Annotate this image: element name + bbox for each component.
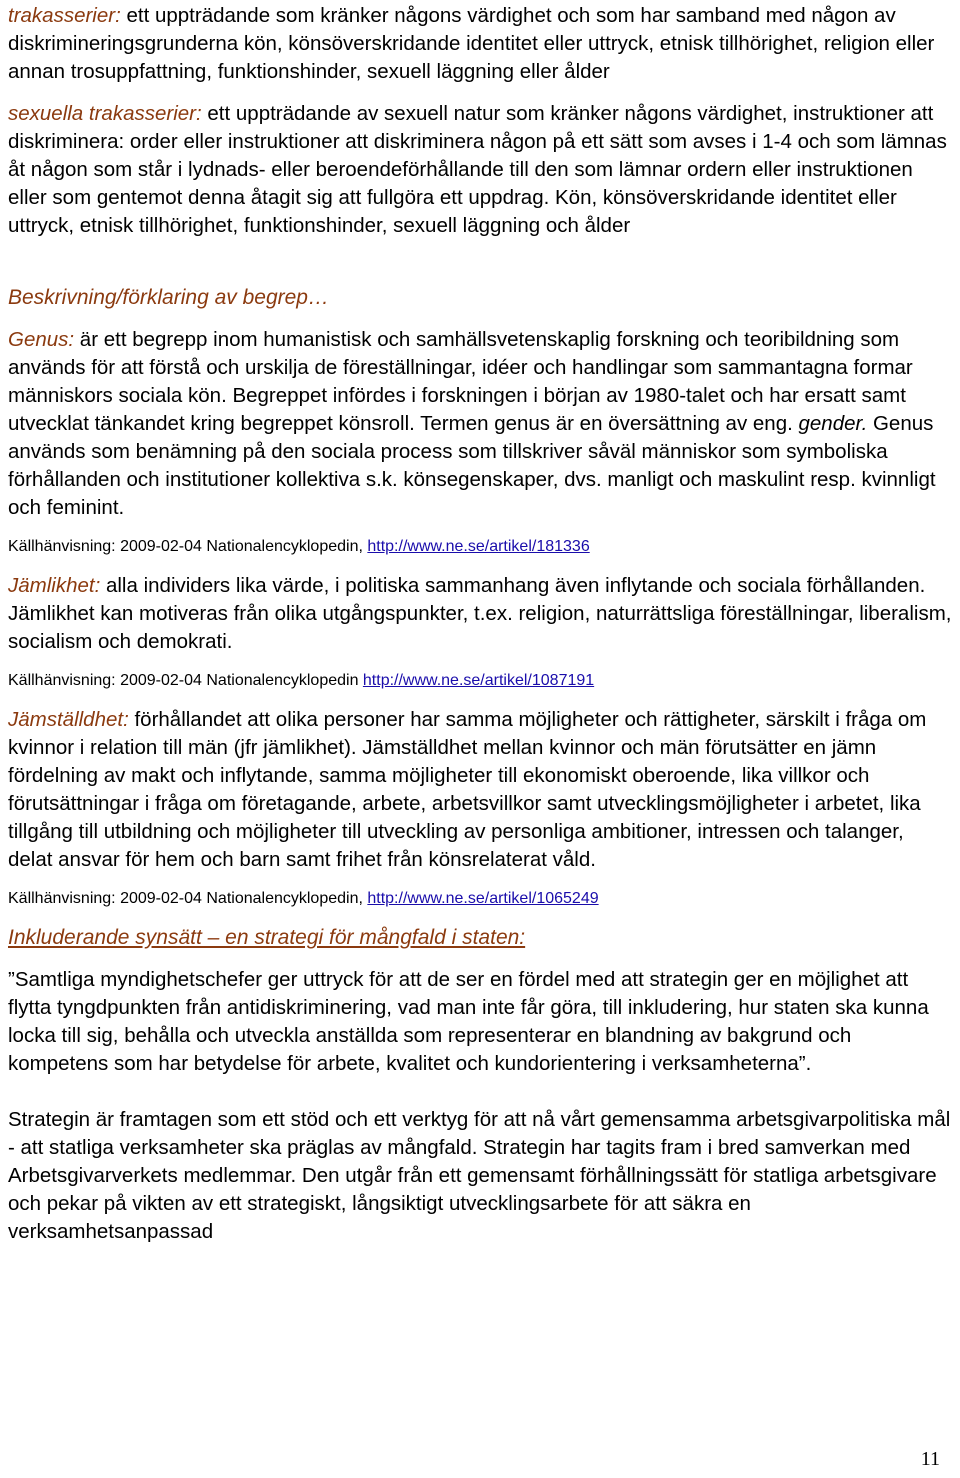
definition-text: förhållandet att olika personer har samma möjligheter och rättigheter, särskilt i fråga om kvinnor i relation till män (jfr jämlikhet). Jämställdhet mellan kvinnor och män förutsätter en jämn fördelning av makt och inflytande, samma möjligheter till ekonomiskt oberoende, lika villkor och förutsättningar i fråga om företagande, arbete, arbetsvillkor samt utvecklingsmöjligheter i arbetet, lika tillgång till utbildning och möjligheter till utveckling av personliga ambitioner, intressen och talanger, delat ansvar för hem och barn samt frihet från könsrelaterat våld. [8,708,927,871]
jamlikhet-paragraph [8,572,953,656]
source-reference [8,888,953,910]
sexuella-trakasserier-paragraph [8,100,953,240]
definition-text: är ett begrepp inom humanistisk och samhällsvetenskaplig forskning och teoribildning som används för att förstå och urskilja de föreställningar, idéer och handlingar som sammantagna formar människors sociala kön. Begreppet infördes i forskningen i början av 1980-talet och har ersatt samt utvecklat tänkandet kring begreppet könsroll. Termen genus är en översättning av eng. [8,328,913,435]
definition-text: alla individers lika värde, i politiska sammanhang även inflytande och sociala förhållanden. Jämlikhet kan motiveras från olika utgångspunkter, t.ex. religion, naturrättsliga föreställningar, liberalism, socialism och demokrati. [8,574,952,653]
strategy-paragraph: Strategin är framtagen som ett stöd och ett verktyg för att nå vårt gemensamma arbetsgivarpolitiska mål - att statliga verksamheter ska präglas av mångfald. Strategin har tagits fram i bred samverkan med Arbetsgivarverkets medlemmar. Den utgår från ett gemensamt förhållningssätt för statliga arbetsgivare och pekar på vikten av ett strategiskt, långsiktigt utvecklingsarbete för att säkra en verksamhetsanpassad [8,1108,951,1243]
term-label: Genus: [8,328,75,351]
section-heading: Beskrivning/förklaring av begrep… [8,286,329,309]
inkluderande-heading: Inkluderande synsätt – en strategi för mångfald i staten: [8,926,526,949]
term-label: Jämlikhet: [8,574,101,597]
jamstalldhet-paragraph [8,706,953,874]
reference-text: Källhänvisning: 2009-02-04 Nationalencyklopedin, [8,538,368,555]
reference-link[interactable]: http://www.ne.se/artikel/181336 [367,538,590,555]
term-label: sexuella trakasserier: [8,102,202,125]
term-label: Jämställdhet: [8,708,129,731]
quote-paragraph: ”Samtliga myndighetschefer ger uttryck för att de ser en fördel med att strategin ger en möjlighet att flytta tyngdpunkten från antidiskriminering, vad man inte får göra, till inkludering, hur staten ska kunna locka till sig, behålla och utveckla anställda som representerar en blandning av bakgrund och kompetens som har betydelse för arbete, kvalitet och kundorientering i verksamheterna”. [8,968,929,1075]
definition-text: ett uppträdande som kränker någons värdighet och som har samband med någon av diskrimineringsgrunderna kön, könsöverskridande identitet eller uttryck, etnisk tillhörighet, religion eller annan trosuppfattning, funktionshinder, sexuell läggning eller ålder [8,4,935,83]
page-number: 11 [920,1448,940,1470]
reference-link[interactable]: http://www.ne.se/artikel/1065249 [367,890,599,907]
reference-text: Källhänvisning: 2009-02-04 Nationalencyklopedin [8,672,363,689]
reference-text: Källhänvisning: 2009-02-04 Nationalencyklopedin, [8,890,368,907]
italic-word: gender. [798,412,868,435]
term-label: trakasserier: [8,4,121,27]
source-reference [8,670,953,692]
source-reference [8,536,953,558]
document-page [8,2,953,1246]
trakasserier-paragraph [8,2,953,86]
definition-text: ett uppträdande av sexuell natur som kränker någons värdighet, instruktioner att diskriminera: order eller instruktioner att diskriminera någon på ett sätt som avses i 1-4 och som lämnas åt någon som står i lydnads- eller beroendeförhållande till den som lämnar ordern eller instruktionen eller som gentemot denna åtagit sig att fullgöra ett uppdrag. Kön, könsöverskridande identitet eller uttryck, etnisk tillhörighet, funktionshinder, sexuell läggning och ålder [8,102,947,237]
reference-link[interactable]: http://www.ne.se/artikel/1087191 [362,672,595,689]
genus-paragraph [8,326,953,522]
definition-text-continued: Genus används som benämning på den sociala process som tillskriver såväl människor som symboliska förhållanden och institutioner kollektiva s.k. könsegenskaper, dvs. manligt och maskulint resp. kvinnligt och feminint. [8,412,936,519]
